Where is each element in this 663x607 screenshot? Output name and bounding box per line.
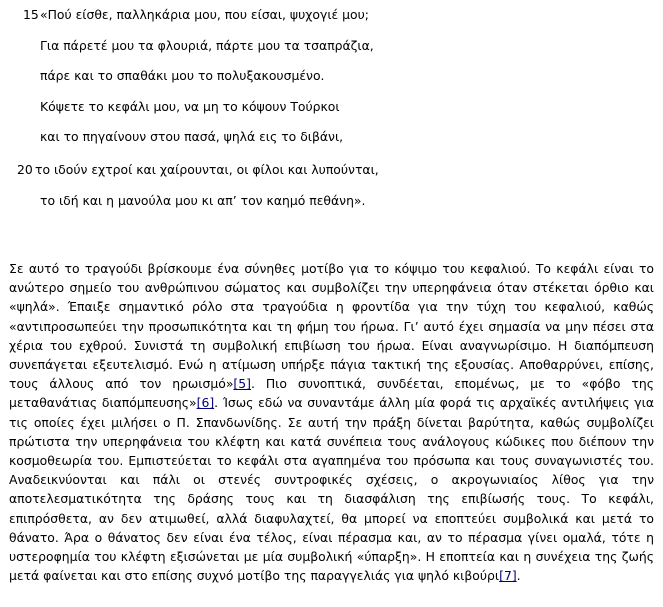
poem-line: το ιδούν εχτροί και χαίρουνται, οι φίλοι και λυπούνται, [35,162,379,177]
poem-line: πάρε και το σπαθάκι μου το πολυξακουσμένο. [40,68,325,83]
poem-line: «Πού είσθε, παλληκάρια μου, που είσαι, ψυχογιέ μου; [40,7,369,22]
poem-line: Για πάρετέ μου τα φλουριά, πάρτε μου τα τσαπράζια, [40,38,374,53]
paragraph-text: . Ίσως εδώ να συναντάμε άλλη μία φορά τις αρχαϊκές αντιλήψεις για τις οποίες έχει μιλήσει ο Π. Σπανδωνίδης. Σε αυτή την πράξη δίνεται βαρύτητα, καθώς συμβολίζει πρώτιστα την υπερηφάνεια του κλέφτη και κατά συνέπεια τους ανάλογους κώδικες που διέπουν την κοσμοθεωρία του. Εμπιστεύεται το κεφάλι στα αγαπημένα του πρόσωπα και τους συναγωνιστές του. Αναδεικνύονται και πάλι οι στενές συντροφικές σχέσεις, ο ακρογωνιαίος λίθος για την αποτελεσματικότητα της δράσης τους και τη διασφάλιση της επιβίωσής τους. Το κεφάλι, επιπρόσθετα, αν δεν ατιμωθεί, αλλά διαφυλαχτεί, θα μπορεί να εποπτεύει συμβολικά και μετά το θάνατο. Άρα ο θάνατος δεν είναι ένα τέλος, είναι πέρασμα και, αν το πέρασμα γίνει ομαλά, τότε η υστεροφημία του κλέφτη εξισώνεται με μία συμβολική «ύπαρξη». Η εποπτεία και η συνέχεια της ζωής μετά φαίνεται και στο επίσης συχνό μοτίβο της παραγγελιάς για ψηλό κιβούρι [9,395,654,584]
paragraph-text: Σε αυτό το τραγούδι βρίσκουμε ένα σύνηθες μοτίβο για το κόψιμο του κεφαλιού. Το κεφάλι είναι το ανώτερο σημείο του ανθρώπινου σώματος και συμβολίζει την υπερηφάνεια όταν στέκεται όρθιο και «ψηλά». Έπαιξε σημαντικό ρόλο στα τραγούδια η φροντίδα για την τύχη του κεφαλιού, καθώς «αντιπροσωπεύει την προσωπικότητα και τη φήμη του ήρωα. Γι’ αυτό έχει σημασία να μην πέσει στα χέρια του εχθρού. Συνιστά τη συμβολική επιβίωση του ήρωα. Είναι αναγνωρίσιμο. Η διαπόμπευση συνεπάγεται εξευτελισμό. Ενώ η ατίμωση υπήρξε πάγια τακτική της εξουσίας. Αποθαρρύνει, επίσης, τους άλλους από τον ηρωισμό» [9,261,654,392]
paragraph-text: . Πιο συνοπτικά, συνδέεται, επομένως, με το «φόβο της μεταθανάτιας διαπόμπευσης» [9,376,654,411]
footnote-link-5[interactable]: [5] [233,376,251,392]
poem-line: το ιδή και η μανούλα μου κι απ’ τον καημό πεθάνη». [40,193,366,208]
poem-line-number: 15 [23,7,39,22]
footnote-link-6[interactable]: [6] [196,395,215,411]
paragraph-text: . [516,568,521,584]
poem-line-number: 20 [17,162,33,177]
footnote-link-7[interactable]: [7] [499,568,517,584]
commentary-paragraph [9,259,654,585]
poem-line: Κόψετε το κεφάλι μου, να μη το κόψουν Τούρκοι [40,99,340,114]
poem-line: και το πηγαίνουν στου πασά, ψηλά εις το διβάνι, [40,129,344,144]
